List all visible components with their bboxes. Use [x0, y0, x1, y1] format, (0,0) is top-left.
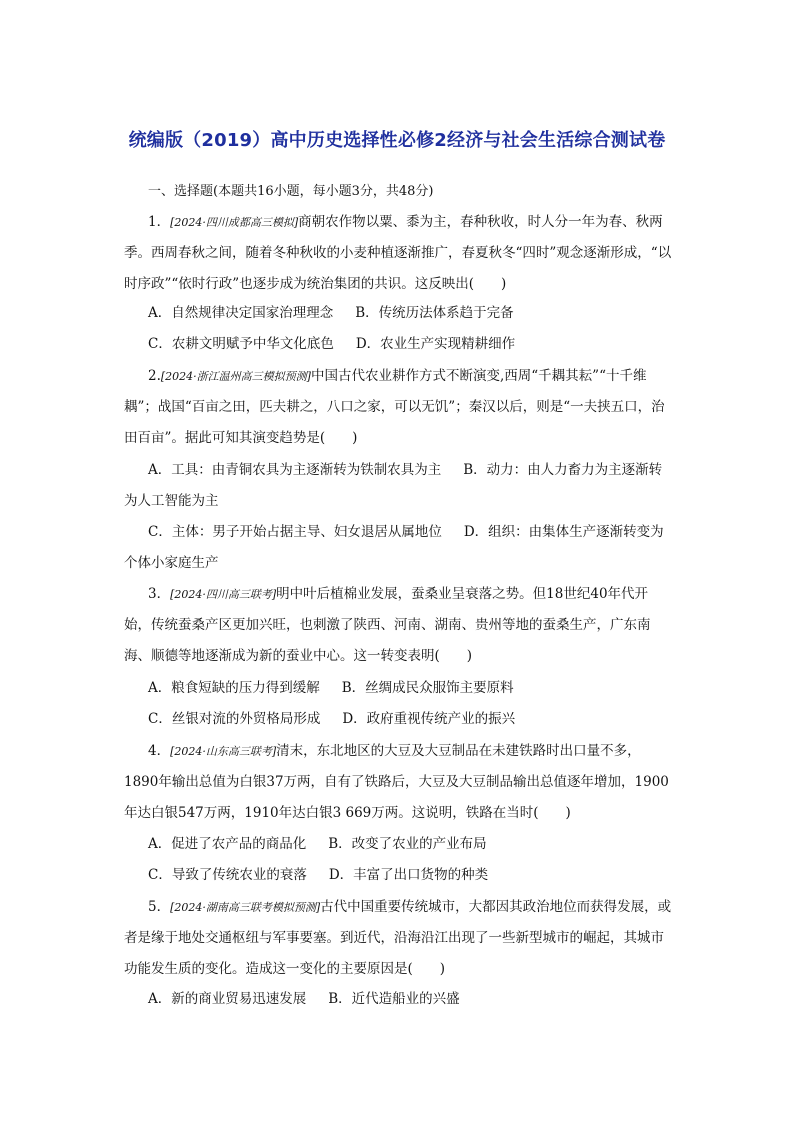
question-number: 1．	[148, 214, 171, 230]
option-d: D．政府重视传统产业的振兴	[342, 711, 516, 727]
option-c: C．主体：男子开始占据主导、妇女退居从属地位	[148, 524, 442, 540]
option-d: D．丰富了出口货物的种类	[328, 867, 489, 883]
question-stem: 古代中国重要传统城市，大都因其政治地位而获得发展，或者是缘于地处交通枢纽与军事要塞。到近代，沿海沿江出现了一些新型城市的崛起，其城市功能发生质的变化。造成这一变化的主要原因是( )	[124, 899, 672, 977]
question-source: [2024·四川成都高三模拟]	[170, 216, 299, 229]
option-a: A．工具：由青铜农具为主逐渐转为铁制农具为主	[148, 462, 442, 478]
options-row	[148, 989, 460, 1009]
options-row	[148, 709, 515, 729]
options-row	[148, 334, 515, 354]
option-a: A．促进了农产品的商品化	[148, 836, 307, 852]
question-2	[124, 361, 672, 454]
document-title: 统编版（2019）高中历史选择性必修2经济与社会生活综合测试卷	[128, 130, 666, 151]
option-b: B．动力：由人力畜力为主逐渐转为人工智能为主	[124, 462, 663, 509]
option-b: B．传统历法体系趋于完备	[355, 305, 514, 321]
question-number: 2.	[148, 368, 161, 384]
options-block	[124, 517, 672, 579]
option-a: A．粮食短缺的压力得到缓解	[148, 680, 320, 696]
question-stem: 中国古代农业耕作方式不断演变,西周“千耦其耘”“十千维耦”；战国“百亩之田，匹夫耕之，八口之家，可以无饥”；秦汉以后，则是“一夫挟五口，治田百亩”。据此可知其演变趋势是( )	[124, 368, 665, 446]
option-c: C．丝银对流的外贸格局形成	[148, 711, 321, 727]
options-row	[148, 865, 488, 885]
question-4	[124, 736, 672, 829]
option-c: C．农耕文明赋予中华文化底色	[148, 336, 334, 352]
option-d: D．组织：由集体生产逐渐转变为个体小家庭生产	[124, 524, 664, 571]
question-source: [2024·湖南高三联考模拟预测]	[170, 901, 321, 914]
option-b: B．丝绸成民众服饰主要原料	[341, 680, 514, 696]
question-1	[124, 207, 672, 300]
option-b: B．改变了农业的产业布局	[328, 836, 487, 852]
question-source: [2024·山东高三联考]	[170, 745, 277, 758]
question-5	[124, 892, 672, 985]
option-a: A．新的商业贸易迅速发展	[148, 991, 307, 1007]
options-row	[148, 834, 487, 854]
question-number: 4．	[148, 743, 171, 759]
question-stem: 商朝农作物以粟、黍为主，春种秋收，时人分一年为春、秋两季。西周春秋之间，随着冬种秋收的小麦种植逐渐推广，春夏秋冬“四时”观念逐渐形成，“以时序政”“依时行政”也逐步成为统治集团的共识。这反映出( )	[124, 214, 672, 292]
options-row	[148, 303, 514, 323]
question-number: 5．	[148, 899, 171, 915]
question-source: [2024·四川高三联考]	[170, 588, 277, 601]
question-number: 3．	[148, 586, 171, 602]
option-b: B．近代造船业的兴盛	[328, 991, 460, 1007]
option-d: D．农业生产实现精耕细作	[355, 336, 516, 352]
option-a: A．自然规律决定国家治理理念	[148, 305, 334, 321]
section-heading: 一、选择题(本题共16小题，每小题3分，共48分)	[148, 184, 434, 199]
options-row	[148, 678, 514, 698]
question-3	[124, 579, 672, 672]
question-source: [2024·浙江温州高三模拟预测]	[160, 370, 311, 383]
question-stem: 明中叶后植棉业发展，蚕桑业呈衰落之势。但18世纪40年代开始，传统蚕桑产区更加兴旺，也刺激了陕西、河南、湖南、贵州等地的蚕桑生产，广东南海、顺德等地逐渐成为新的蚕业中心。这一转变表明( )	[124, 586, 651, 664]
question-stem: 清末，东北地区的大豆及大豆制品在未建铁路时出口量不多，1890年输出总值为白银37万两，自有了铁路后，大豆及大豆制品输出总值逐年增加，1900年达白银547万两，1910年达白银3 669万两。这说明，铁路在当时( )	[124, 743, 669, 821]
options-block	[124, 455, 672, 517]
option-c: C．导致了传统农业的衰落	[148, 867, 307, 883]
